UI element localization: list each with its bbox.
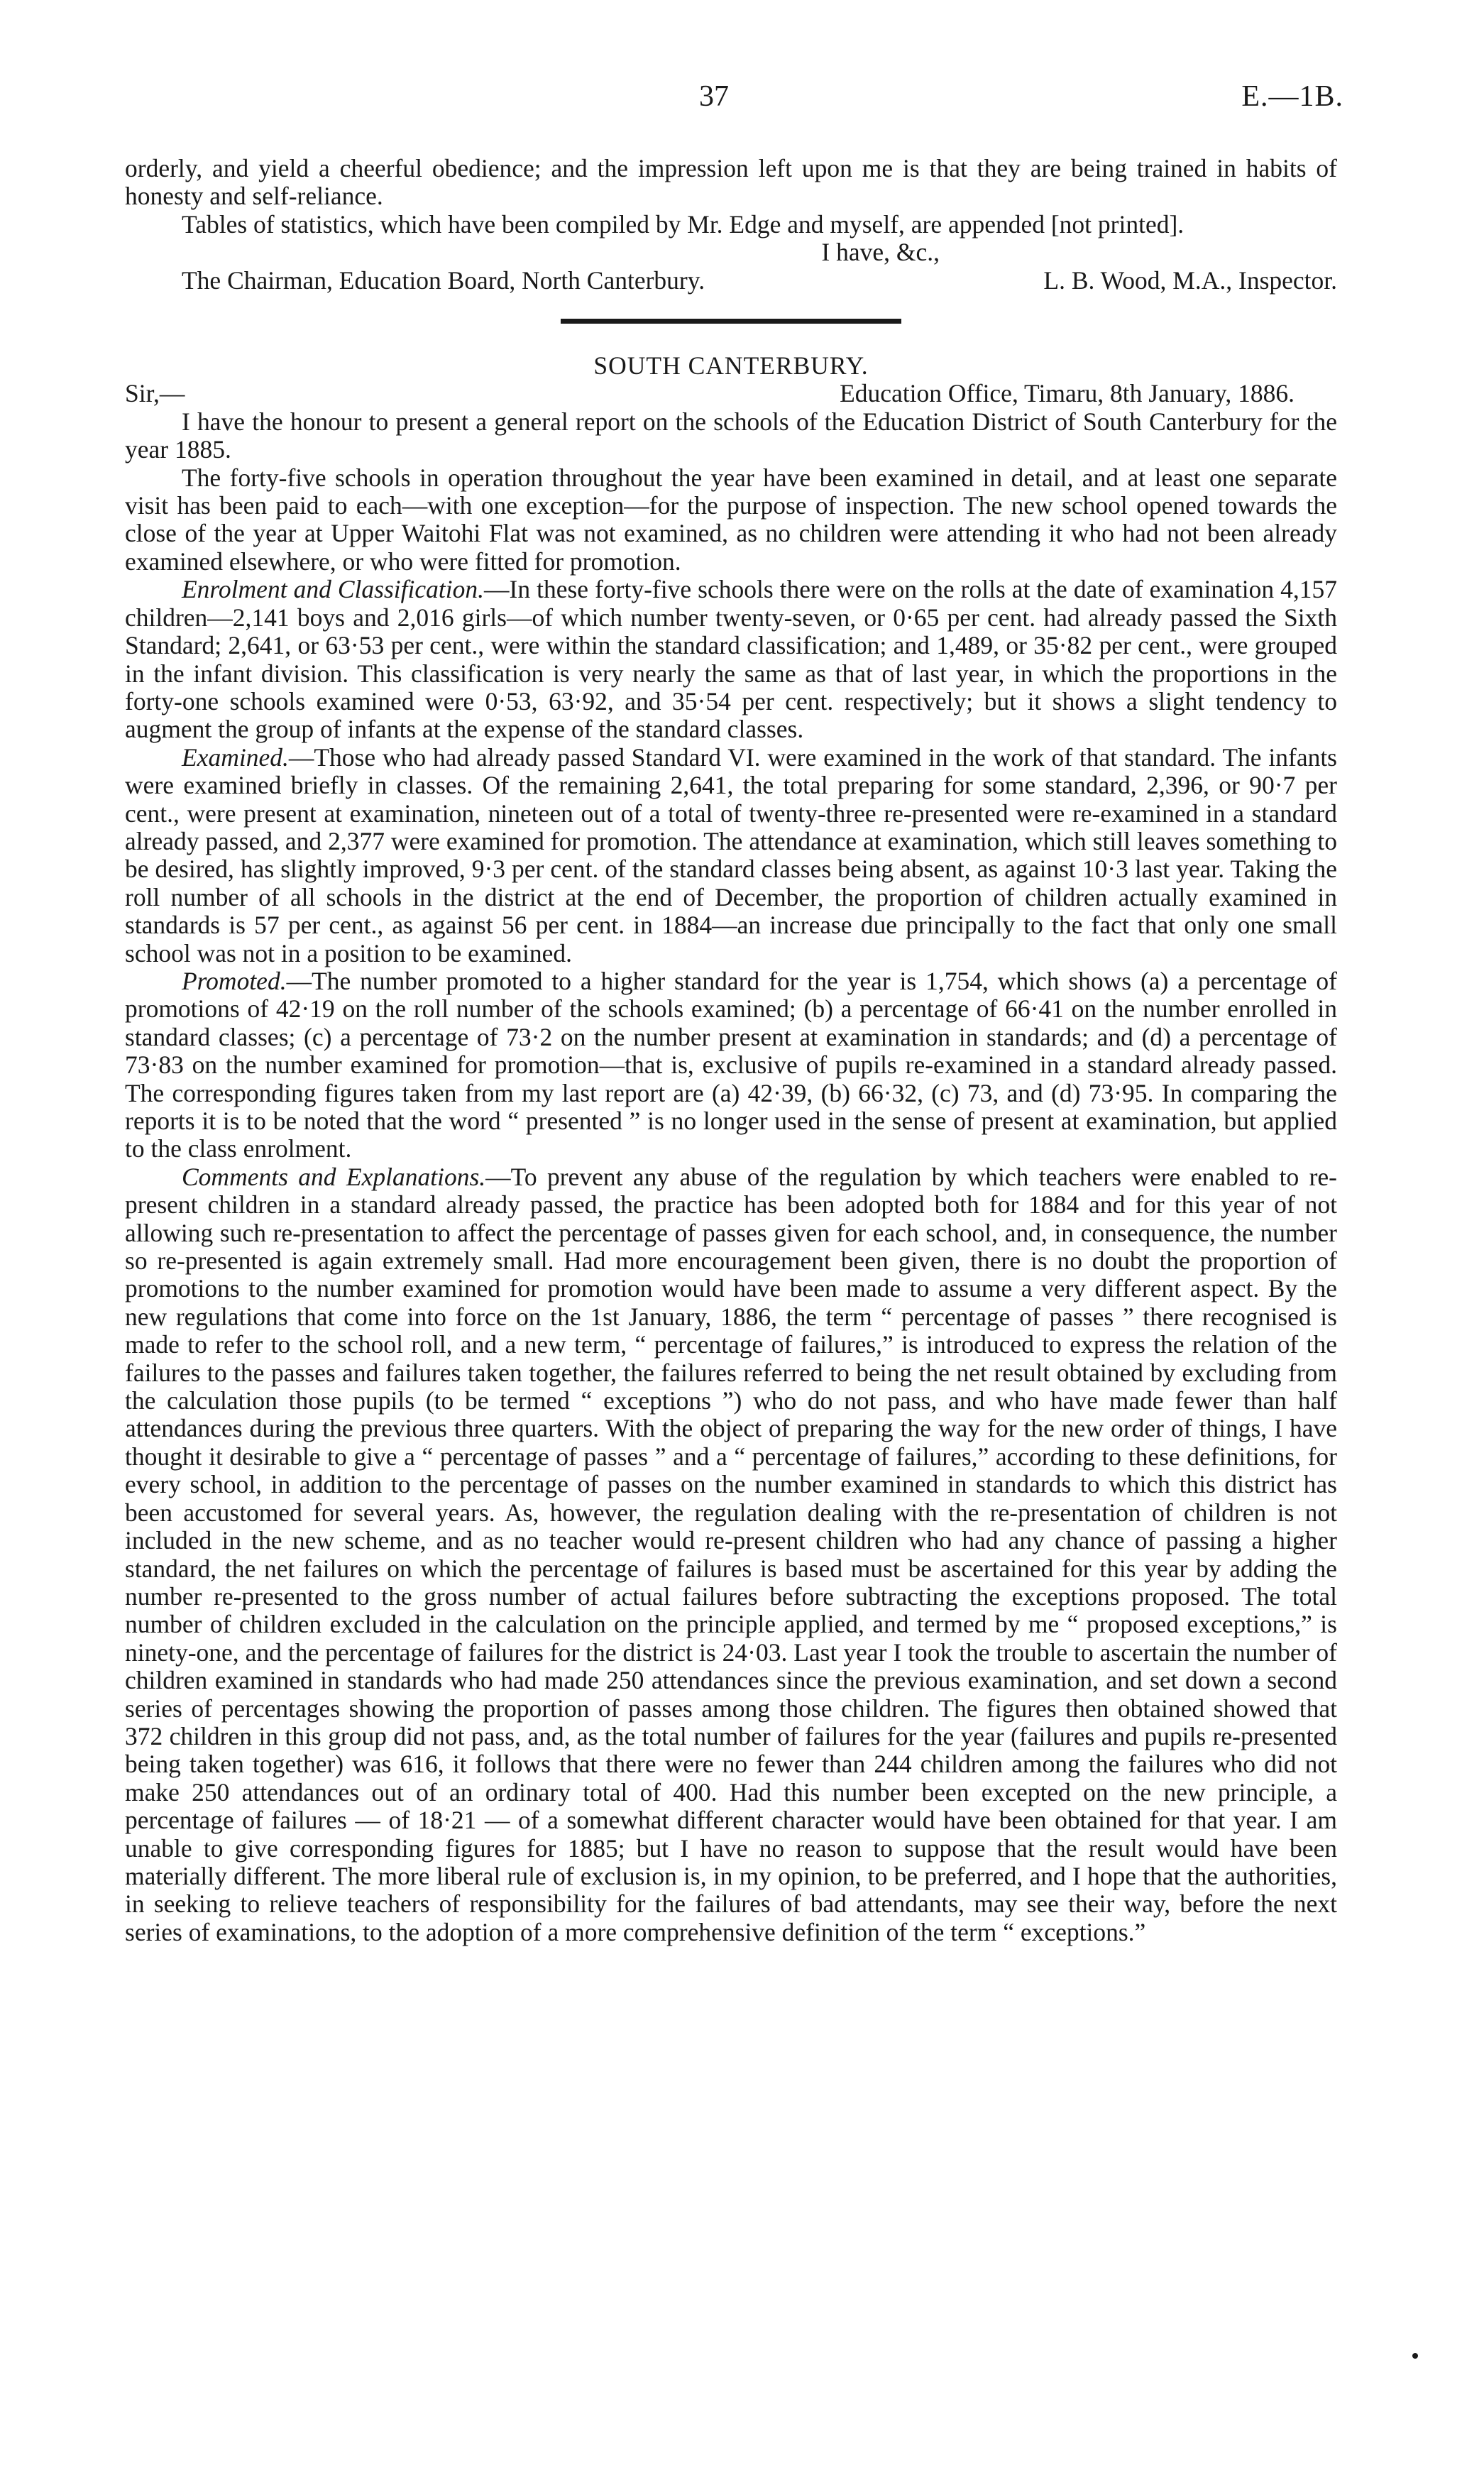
examined-title: Examined. [182, 742, 289, 772]
addressee: The Chairman, Education Board, North Canterbury. [182, 265, 705, 295]
promoted-paragraph [125, 967, 1337, 1163]
signature-line [125, 267, 1337, 295]
opening-paragraph: I have the honour to present a general report on the schools of the Education District of South Canterbury for the year 1885. [125, 407, 1337, 464]
statistics-paragraph: Tables of statistics, which have been compiled by Mr. Edge and myself, are appended [not printed]. [182, 209, 1185, 238]
dateline: Education Office, Timaru, 8th January, 1886. [840, 379, 1295, 408]
examined-text: —Those who had already passed Standard VI. were examined in the work of that standard. The infants were examined briefly in classes. Of the remaining 2,641, the total preparing for some standard, 2,396, or 90·7 per cent., were present at examination, nineteen out of a total of twenty-three re-presented were re-examined in a standard already passed, and 2,377 were examined for promotion. The attendance at examination, which still leaves something to be desired, has slightly improved, 9·3 per cent. of the standard classes being absent, as against 10·3 last year. Taking the roll number of all schools in the district at the end of December, the proportion of children actually examined in standards is 57 per cent., as against 56 per cent. in 1884—an increase due principally to the fact that only one small school was not in a position to be examined. [125, 742, 1337, 967]
schools-paragraph: The forty-five schools in operation throughout the year have been examined in detail, and at least one separate visit has been paid to each—with one exception—for the purpose of inspection. The new school opened towards the close of the year at Upper Waitohi Flat was not examined, as no children were attending it who had not been already examined elsewhere, or who were fitted for promotion. [125, 463, 1337, 576]
closing-line [125, 238, 1337, 266]
closing-text: I have, &c., [821, 238, 940, 267]
page-number: 37 [699, 80, 729, 113]
examined-paragraph [125, 744, 1337, 967]
promoted-title: Promoted. [182, 966, 287, 995]
salutation-line [125, 380, 1337, 407]
salutation: Sir,— [125, 379, 185, 408]
report-body [125, 155, 1337, 1946]
intro-paragraph: orderly, and yield a cheerful obedience; and the impression left upon me is that they are being trained in habits of honesty and self-reliance. [125, 154, 1337, 211]
promoted-text: —The number promoted to a higher standard for the year is 1,754, which shows (a) a percentage of promotions of 42·19 on the roll number of the schools examined; (b) a percentage of 66·41 on the number enrolled in standard classes; (c) a percentage of 73·2 on the number present at examination in standards; and (d) a percentage of 73·83 on the number examined for promotion—that is, exclusive of pupils re-examined in a standard already passed. The corresponding figures taken from my last report are (a) 42·39, (b) 66·32, (c) 73, and (d) 73·95. In comparing the reports it is to be noted that the word “ presented ” is no longer used in the sense of present at examination, but applied to the class enrolment. [125, 966, 1337, 1163]
signature: L. B. Wood, M.A., Inspector. [1043, 265, 1337, 295]
comments-paragraph [125, 1163, 1337, 1946]
margin-dot [1412, 2353, 1418, 2359]
enrolment-title: Enrolment and Classification. [182, 575, 484, 604]
series-code: E.—1B. [1241, 80, 1343, 113]
section-divider [561, 319, 901, 324]
comments-text: —To prevent any abuse of the regulation by which teachers were enabled to re-present children in a standard already passed, the practice has been adopted both for 1884 and for this year of not allowing such re-presentation to affect the percentage of passes given for each school, and, in consequence, the number so re-presented is again extremely small. Had more encouragement been given, there is no doubt the proportion of promotions to the number examined for promotion would have been made to assume a very different aspect. By the new regulations that come into force on the 1st January, 1886, the term “ percentage of passes ” there recognised is made to refer to the school roll, and a new term, “ percentage of failures,” is introduced to express the relation of the failures to the passes and failures taken together, the failures referred to being the net result obtained by excluding from the calculation those pupils (to be termed “ exceptions ”) who do not pass, and who have made fewer than half attendances during the previous three quarters. With the object of preparing the way for the new order of things, I have thought it desirable to give a “ percentage of passes ” and a “ percentage of failures,” according to these definitions, for every school, in addition to the percentage of passes on the number examined in standards to which this district has been accustomed for several years. As, however, the regulation dealing with the re-presentation of children is not included in the new scheme, and as no teacher would re-present children who had any chance of passing a higher standard, the net failures on which the percentage of failures is based must be ascertained for this year by adding the number re-presented to the gross number of actual failures before subtracting the exceptions proposed. The total number of children excluded in the calculation on the principle applied, and termed by me “ proposed exceptions,” is ninety-one, and the percentage of failures for the district is 24·03. Last year I took the trouble to ascertain the number of children examined in standards who had made 250 attendances since the previous examination, and set down a second series of percentages showing the proportion of passes among those children. The figures then obtained showed that 372 children in this group did not pass, and, as the total number of failures for the year (failures and pupils re-presented being taken together) was 616, it follows that there were no fewer than 244 children among the failures who did not make 250 attendances out of an ordinary total of 400. Had this number been excepted on the new principle, a percentage of failures — of 18·21 — of a somewhat different character would have been obtained for that year. I am unable to give corresponding figures for 1885; but I have no reason to suppose that the result would have been materially different. The more liberal rule of exclusion is, in my opinion, to be preferred, and I hope that the authorities, in seeking to relieve teachers of responsibility for the failures of bad attendants, may see their way, before the next series of examinations, to the adoption of a more comprehensive definition of the term “ exceptions.” [125, 1162, 1338, 1946]
enrolment-paragraph [125, 576, 1337, 743]
comments-title: Comments and Explanations. [182, 1162, 486, 1191]
page-header [0, 79, 1484, 122]
enrolment-text: —In these forty-five schools there were on the rolls at the date of examination 4,157 children—2,141 boys and 2,016 girls—of which number twenty-seven, or 0·65 per cent. had already passed the Sixth Standard; 2,641, or 63·53 per cent., were within the standard classification; and 1,489, or 35·82 per cent., were grouped in the infant division. This classification is very nearly the same as that of last year, in which the proportions in the forty-one schools examined were 0·53, 63·92, and 35·54 per cent. respectively; but it shows a slight tendency to augment the group of infants at the expense of the standard classes. [125, 575, 1337, 744]
section-heading: SOUTH CANTERBURY. [593, 351, 869, 380]
